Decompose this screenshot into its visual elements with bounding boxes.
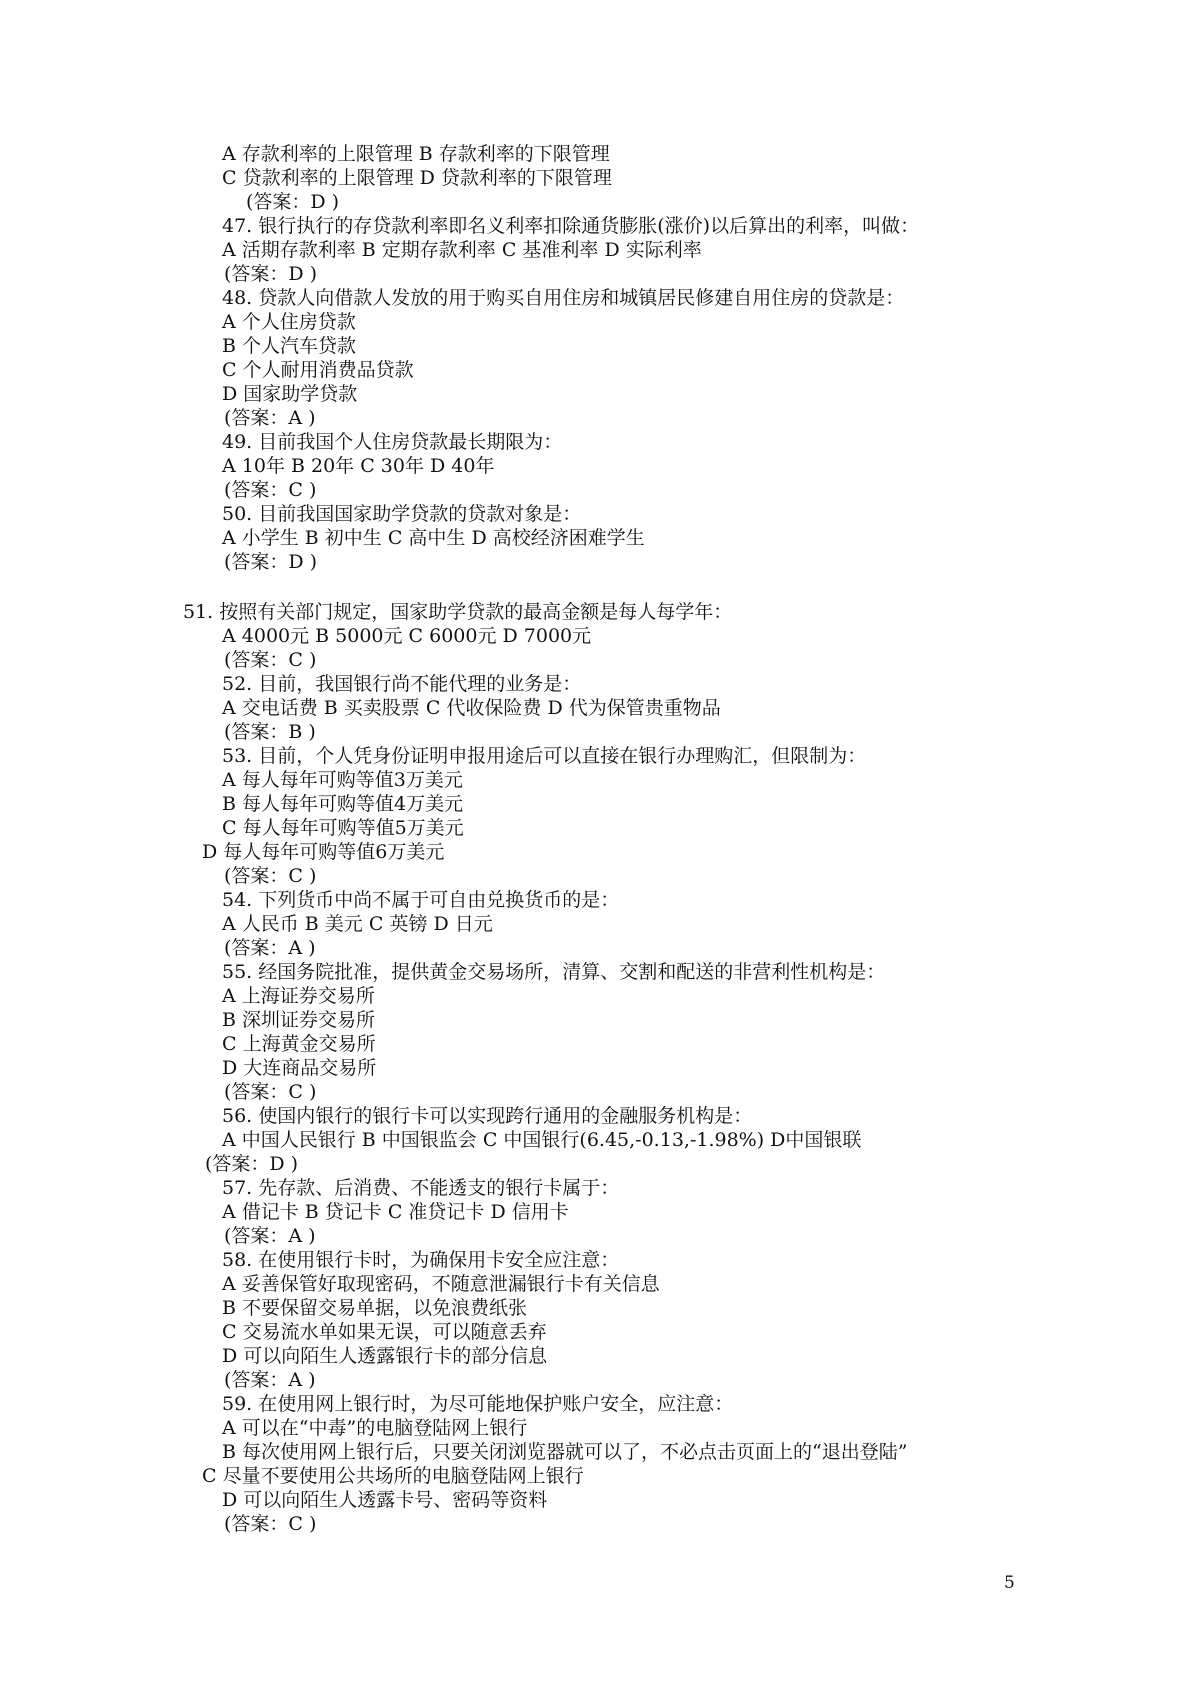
page-number: 5	[1004, 1573, 1015, 1593]
option-line: A 存款利率的上限管理 B 存款利率的下限管理	[222, 143, 610, 165]
answer-line: (答案：C )	[224, 1513, 317, 1535]
answer-line: (答案：D )	[224, 263, 318, 285]
question-line: 54. 下列货币中尚不属于可自由兑换货币的是：	[222, 889, 620, 911]
answer-line: (答案：C )	[224, 1081, 317, 1103]
question-line: 53. 目前，个人凭身份证明申报用途后可以直接在银行办理购汇，但限制为：	[222, 745, 867, 767]
option-line: C 交易流水单如果无误，可以随意丢弃	[222, 1321, 547, 1343]
option-line: A 人民币 B 美元 C 英镑 D 日元	[222, 913, 493, 935]
option-line: B 不要保留交易单据，以免浪费纸张	[222, 1297, 528, 1319]
question-line: 56. 使国内银行的银行卡可以实现跨行通用的金融服务机构是：	[222, 1105, 753, 1127]
option-line: A 4000元 B 5000元 C 6000元 D 7000元	[222, 625, 592, 647]
answer-line: (答案：A )	[224, 1225, 316, 1247]
answer-line: (答案：D )	[205, 1153, 299, 1175]
option-line: C 贷款利率的上限管理 D 贷款利率的下限管理	[222, 167, 612, 189]
option-line: C 尽量不要使用公共场所的电脑登陆网上银行	[202, 1465, 584, 1487]
question-line: 52. 目前，我国银行尚不能代理的业务是：	[222, 673, 582, 695]
option-line: A 小学生 B 初中生 C 高中生 D 高校经济困难学生	[222, 527, 645, 549]
option-line: D 国家助学贷款	[222, 383, 358, 405]
option-line: A 妥善保管好取现密码，不随意泄漏银行卡有关信息	[222, 1273, 660, 1295]
question-line: 50. 目前我国国家助学贷款的贷款对象是：	[222, 503, 582, 525]
option-line: D 大连商品交易所	[222, 1057, 377, 1079]
option-line: A 中国人民银行 B 中国银监会 C 中国银行(6.45,-0.13,-1.98%) D中国银联	[222, 1129, 862, 1151]
option-line: A 活期存款利率 B 定期存款利率 C 基准利率 D 实际利率	[222, 239, 702, 261]
option-line: D 可以向陌生人透露银行卡的部分信息	[222, 1345, 548, 1367]
option-line: C 每人每年可购等值5万美元	[222, 817, 464, 839]
option-line: B 个人汽车贷款	[222, 335, 357, 357]
answer-line: (答案：A )	[224, 407, 316, 429]
option-line: B 每人每年可购等值4万美元	[222, 793, 464, 815]
answer-line: (答案：C )	[224, 479, 317, 501]
option-line: D 可以向陌生人透露卡号、密码等资料	[222, 1489, 548, 1511]
question-line: 47. 银行执行的存贷款利率即名义利率扣除通货膨胀(涨价)以后算出的利率，叫做：	[222, 215, 920, 237]
option-line: A 上海证券交易所	[222, 985, 375, 1007]
option-line: A 借记卡 B 贷记卡 C 准贷记卡 D 信用卡	[222, 1201, 569, 1223]
option-line: B 深圳证券交易所	[222, 1009, 376, 1031]
option-line: A 交电话费 B 买卖股票 C 代收保险费 D 代为保管贵重物品	[222, 697, 721, 719]
question-line: 48. 贷款人向借款人发放的用于购买自用住房和城镇居民修建自用住房的贷款是：	[222, 287, 905, 309]
option-line: C 个人耐用消费品贷款	[222, 359, 414, 381]
question-line: 57. 先存款、后消费、不能透支的银行卡属于：	[222, 1177, 620, 1199]
paragraph-gap	[0, 574, 1191, 600]
option-line: A 10年 B 20年 C 30年 D 40年	[222, 455, 495, 477]
answer-line: (答案：C )	[224, 865, 317, 887]
option-line: D 每人每年可购等值6万美元	[202, 841, 445, 863]
question-line: 55. 经国务院批准，提供黄金交易场所，清算、交割和配送的非营利性机构是：	[222, 961, 886, 983]
answer-line: (答案：A )	[224, 937, 316, 959]
question-line: 59. 在使用网上银行时，为尽可能地保护账户安全，应注意：	[222, 1393, 734, 1415]
answer-line: (答案：D )	[246, 191, 340, 213]
question-line: 51. 按照有关部门规定，国家助学贷款的最高金额是每人每学年：	[183, 601, 733, 623]
option-line: C 上海黄金交易所	[222, 1033, 376, 1055]
answer-line: (答案：A )	[224, 1369, 316, 1391]
option-line: A 可以在“中毒”的电脑登陆网上银行	[222, 1417, 528, 1439]
question-line: 58. 在使用银行卡时，为确保用卡安全应注意：	[222, 1249, 620, 1271]
answer-line: (答案：C )	[224, 649, 317, 671]
option-line: A 个人住房贷款	[222, 311, 356, 333]
answer-line: (答案：B )	[224, 721, 316, 743]
option-line: A 每人每年可购等值3万美元	[222, 769, 463, 791]
question-line: 49. 目前我国个人住房贷款最长期限为：	[222, 431, 563, 453]
question-list	[0, 142, 1191, 1536]
option-line: B 每次使用网上银行后，只要关闭浏览器就可以了，不必点击页面上的“退出登陆”	[222, 1441, 908, 1463]
answer-line: (答案：D )	[224, 551, 318, 573]
